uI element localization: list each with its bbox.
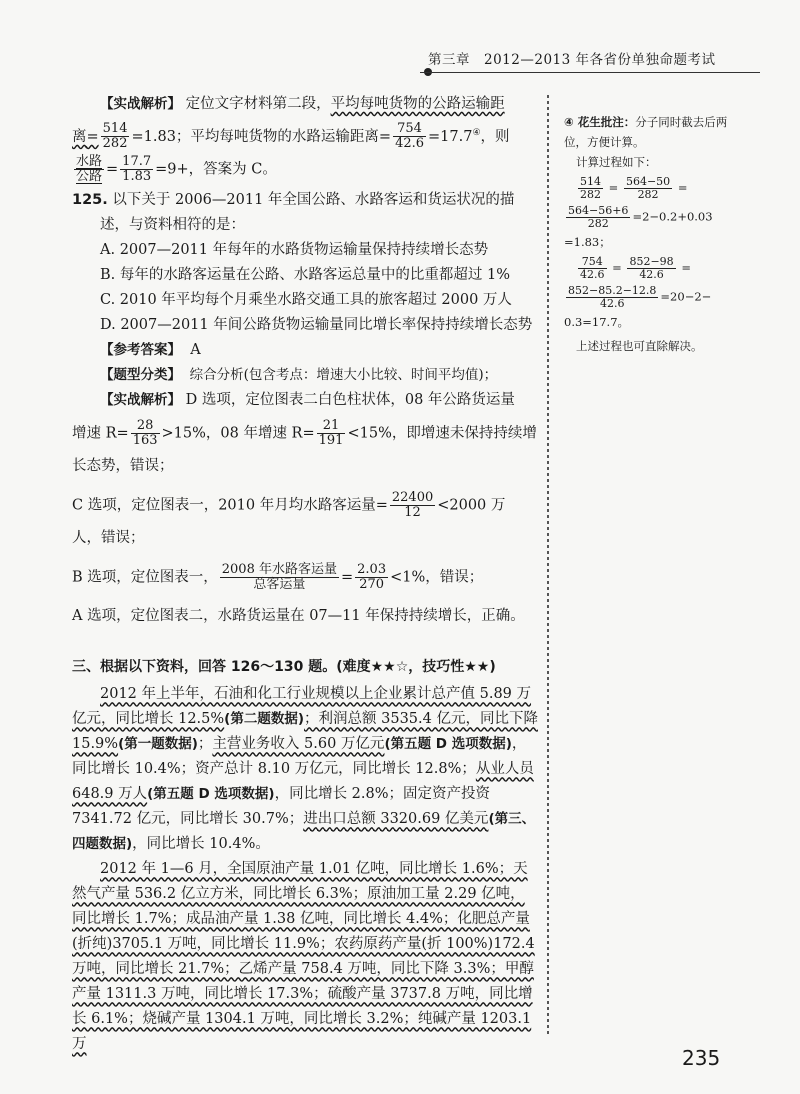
text-segment: ，同比增长 10.4%；资产总计 8.10 万亿元，同比增长 12.8%； xyxy=(72,736,527,778)
type-line: 【题型分类】 综合分析(包含考点：增速大小比较、时间平均值)； xyxy=(100,367,498,384)
fraction: $\frac{\text{水路}}{\text{公路}}$ xyxy=(76,154,103,185)
page-number: 235 xyxy=(682,1046,721,1070)
option-a: A. 2007—2011 年每年的水路货物运输量保持持续增长态势 xyxy=(100,242,489,259)
option-c: C. 2010 年平均每个月乘坐水路交通工具的旅客超过 2000 万人 xyxy=(100,292,512,309)
fraction: $\frac{\text{2008 年水路客运量}}{\text{总客运量}}$ xyxy=(221,562,337,593)
text-segment: 主营业务收入 5.60 万亿元 xyxy=(212,736,385,753)
q125-analysis-c2: 人，错误； xyxy=(72,530,145,547)
answer-line: 【参考答案】 A xyxy=(100,342,201,359)
data-note: (第一题数据) xyxy=(118,736,198,753)
side-note: ④ 花生批注：分子同时截去后两位，方便计算。 计算过程如下： $\frac{514}{282}$ = $\frac{564-50}{282}$ = $\frac{564-56+6}{282}$ =2−0.2+0.03 =1.83； $\frac{754}{42.6}$ = $\frac{852-98}{42.6}$ = $\frac{852-85.2-12.8}{42.6}$ =20−2− 0.3=17.7。 上述过程也可直除解决。 xyxy=(564,115,728,353)
main-column xyxy=(72,92,538,1057)
text-segment: ，同比增长 2.8%；固定资产投资 7341.72 亿元，同比增长 30.7%； xyxy=(72,786,491,828)
q125-analysis-d2: 增速 R= $\frac{28}{163}$ >15%，08 年增速 R= $\frac{21}{191}$ <15%，即增速未保持持续增 xyxy=(72,418,537,449)
answer-value: A xyxy=(190,342,201,359)
q125-analysis-c1: C 选项，定位图表一，2010 年月均水路客运量= $\frac{22400}{12}$ <2000 万 xyxy=(72,490,506,521)
text-segment: 从业人员 648.9 万人 xyxy=(72,761,534,803)
fraction: $\frac{2.03}{270}$ xyxy=(357,562,387,593)
data-note: (第三、四题数据) xyxy=(72,811,536,853)
q125-analysis-a1: A 选项，定位图表二，水路货运量在 07—11 年保持持续增长，正确。 xyxy=(72,608,525,625)
data-note: (第五题 D 选项数据) xyxy=(147,786,275,803)
fraction: $\frac{21}{191}$ xyxy=(318,418,344,449)
data-note: (第二题数据) xyxy=(224,711,305,728)
data-note: (第五题 D 选项数据) xyxy=(384,736,512,753)
text-segment: ，同比增长 10.4%。 xyxy=(132,836,270,853)
analysis-label: 【实战解析】 xyxy=(100,96,181,112)
q125-analysis-d1: 【实战解析】 D 选项，定位图表二白色柱状体，08 年公路货运量 xyxy=(100,392,515,409)
q124-analysis-line1: 【实战解析】 定位文字材料第二段，平均每吨货物的公路运输距 xyxy=(100,96,505,112)
text-segment: ； xyxy=(197,736,213,753)
q125-analysis-b1: B 选项，定位图表一， $\frac{\text{2008 年水路客运量}}{\text{总客运量}}$ = $\frac{2.03}{270}$ <1%，错误； xyxy=(72,562,484,593)
column-divider xyxy=(544,95,552,1035)
header-rule xyxy=(420,72,760,73)
q125-stem: 125. 以下关于 2006—2011 年全国公路、水路客运和货运状况的描述，与资料相符的是： xyxy=(72,192,515,234)
text-segment: 进出口总额 3320.69 亿美元 xyxy=(303,811,489,828)
fraction: $\frac{22400}{12}$ xyxy=(391,490,434,521)
material-paragraph-2: 2012 年 1—6 月，全国原油产量 1.01 亿吨，同比增长 1.6%；天然气产量 536.2 亿立方米，同比增长 6.3%；原油加工量 2.29 亿吨，同比增长 1.7%；成品油产量 1.38 亿吨，同比增长 4.4%；化肥总产量(折纯)3705.1 万吨，同比增长 11.9%；农药原药产量(折 100%)172.4 万吨，同比增长 21.7%；乙烯产量 758.4 万吨，同比下降 3.3%；甲醇产量 1311.3 万吨，同比增长 17.3%；硫酸产量 3737.8 万吨，同比增长 6.1%；烧碱产量 1304.1 万吨，同比增长 3.2%；纯碱产量 1203.1 万 xyxy=(72,861,535,1053)
material-paragraph-1 xyxy=(72,682,538,857)
section-title: 三、根据以下资料，回答 126～130 题。(难度★★☆，技巧性★★) xyxy=(72,659,496,676)
q124-analysis-line2: 离= $\frac{514}{282}$ =1.83；平均每吨货物的水路运输距离= $\frac{754}{42.6}$ =17.7④，则 xyxy=(72,121,510,152)
running-header: 第三章 2012—2013 年各省份单独命题考试 xyxy=(428,52,716,68)
q125-analysis-d3: 长态势，错误； xyxy=(72,458,174,475)
option-d: D. 2007—2011 年间公路货物运输量同比增长率保持持续增长态势 xyxy=(100,317,533,334)
q124-analysis-line3: $\frac{\text{水路}}{\text{公路}}$ = $\frac{17.7}{1.83}$ =9+，答案为 C。 xyxy=(76,154,277,185)
option-b: B. 每年的水路客运量在公路、水路客运总量中的比重都超过 1% xyxy=(100,267,510,284)
fraction: $\frac{754}{42.6}$ xyxy=(395,121,425,152)
fraction: $\frac{17.7}{1.83}$ xyxy=(122,154,152,185)
fraction: $\frac{28}{163}$ xyxy=(132,418,158,449)
text-segment: ；利润总额 3535.4 亿元，同比下降 15.9% xyxy=(72,711,538,753)
fraction: $\frac{514}{282}$ xyxy=(102,121,128,152)
text-segment: 2012 年上半年，石油和化工行业规模以上企业累计总产值 5.89 万亿元，同比增长 12.5% xyxy=(72,686,532,728)
